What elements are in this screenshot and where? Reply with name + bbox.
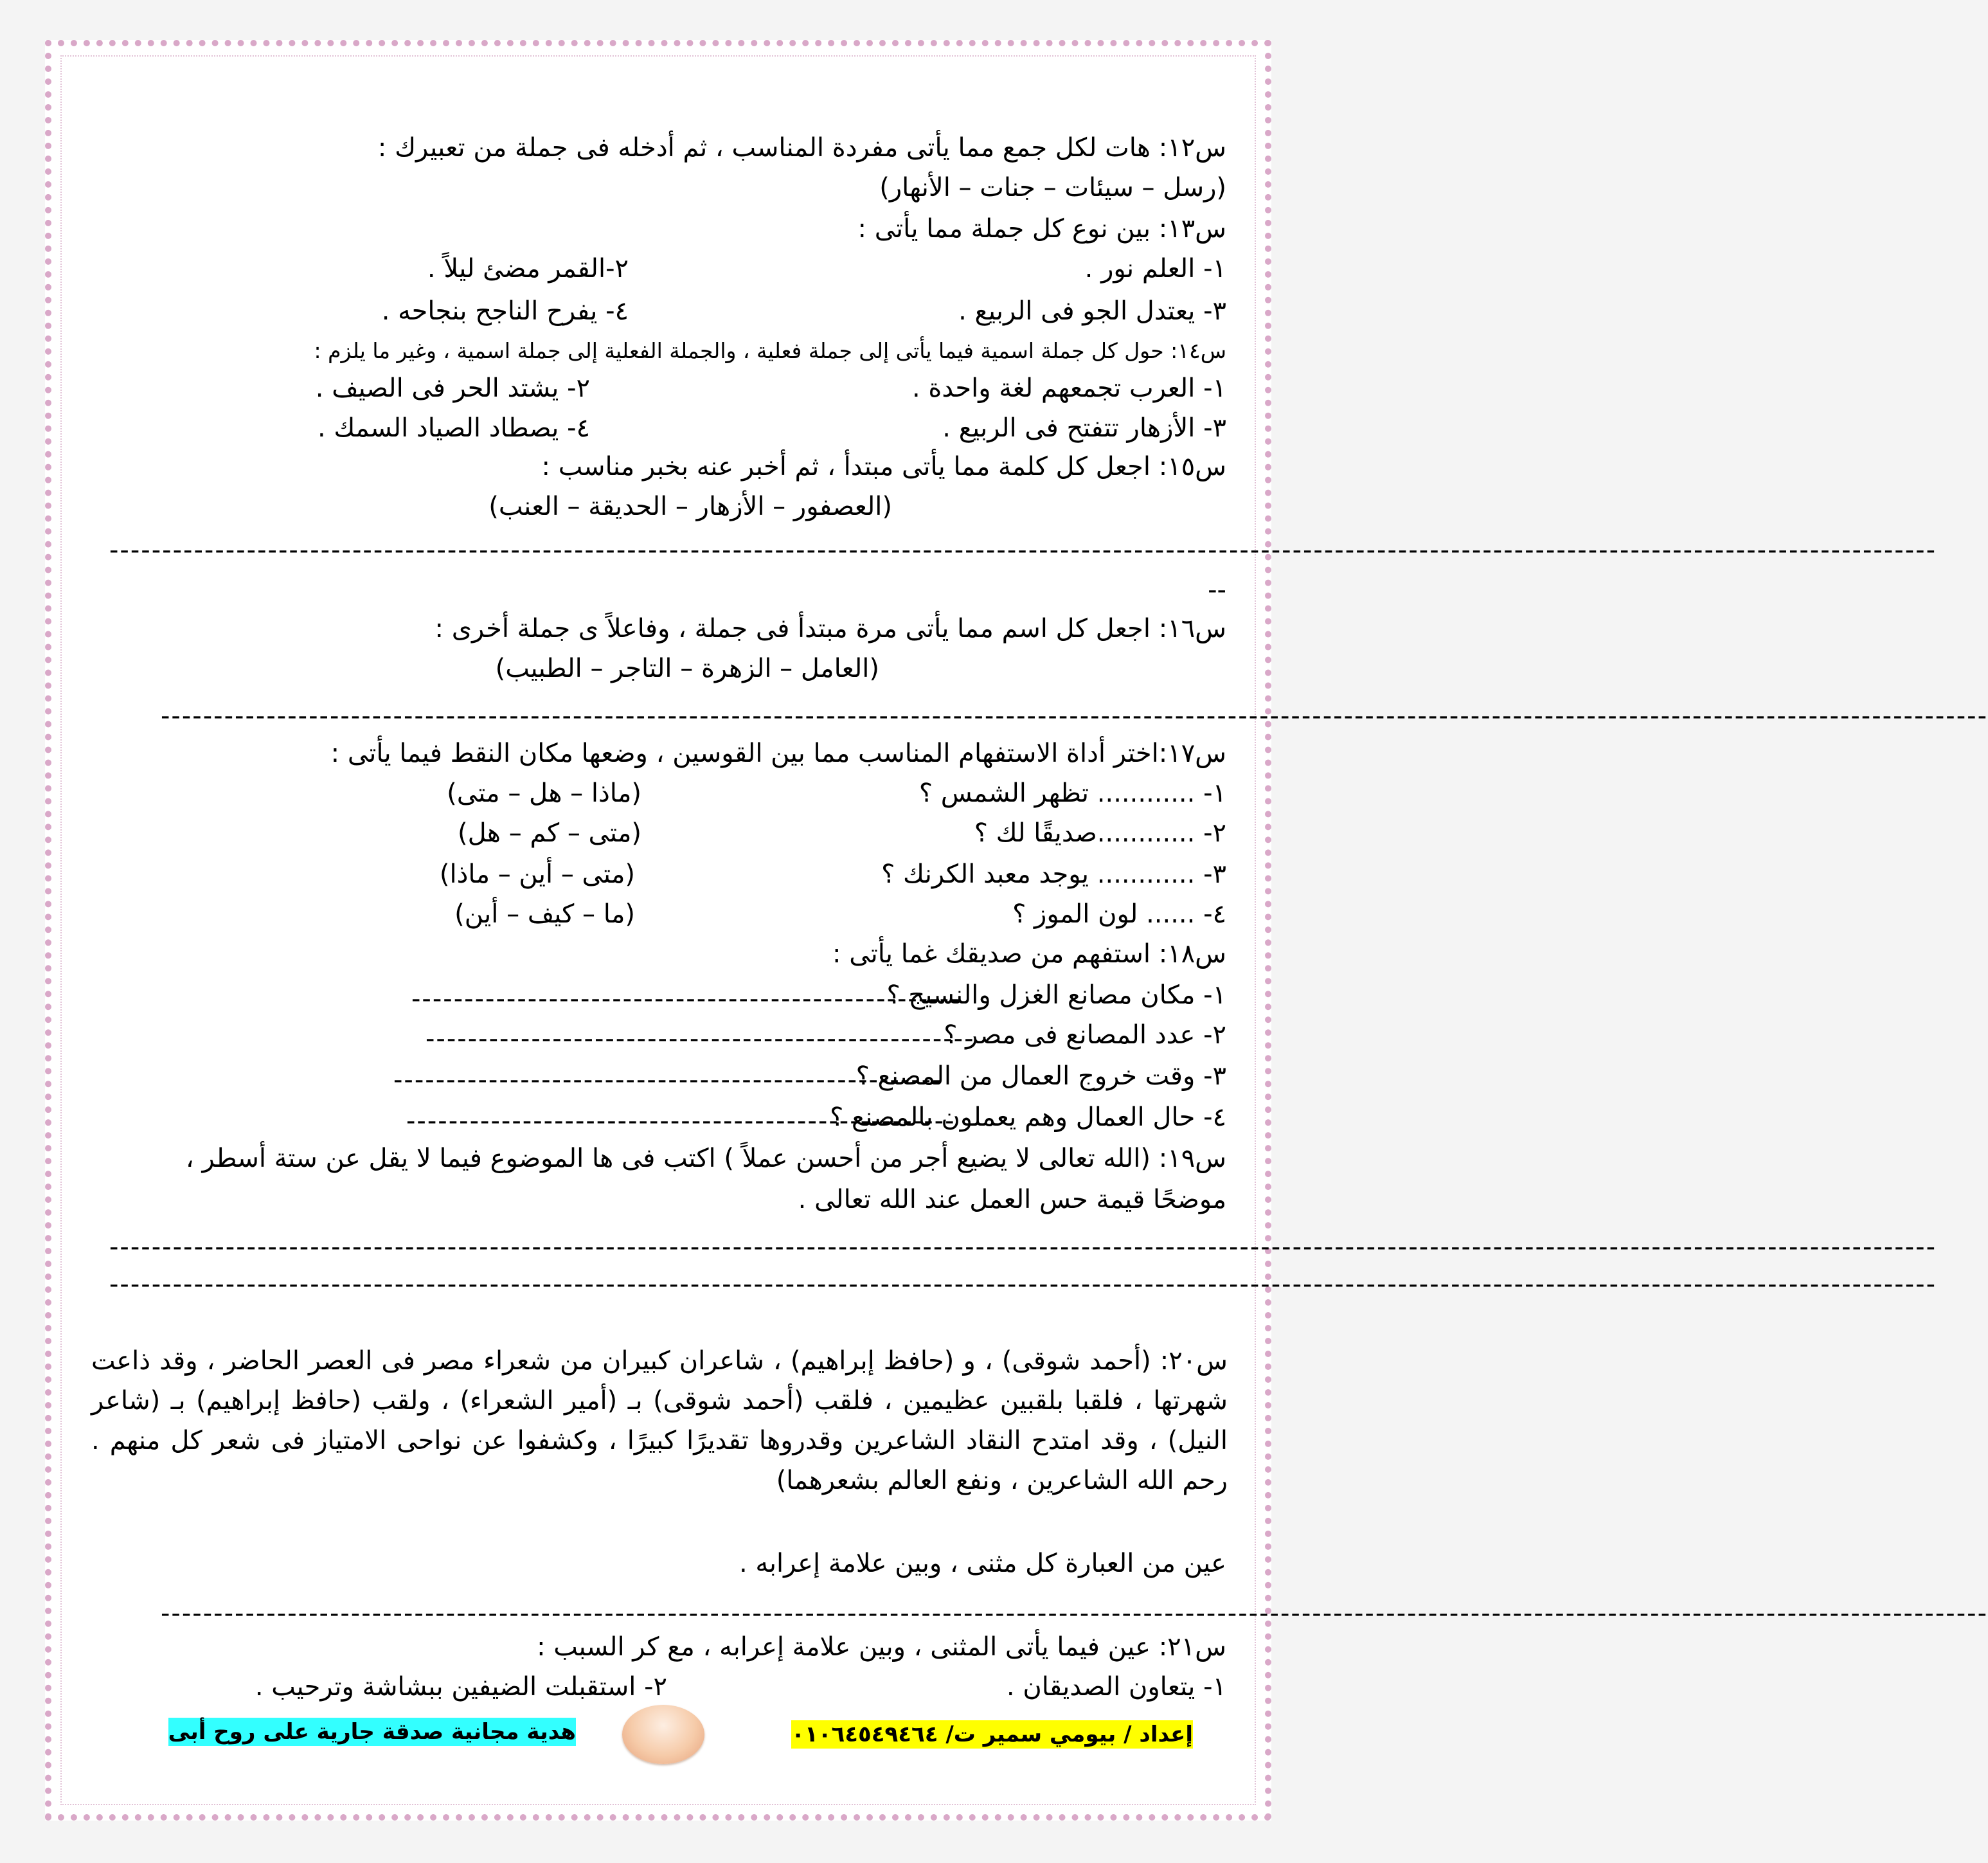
answer-line: ----------------------------------------------------	[425, 1024, 975, 1054]
answer-line: ----------------------------------------------------	[406, 1106, 956, 1136]
q18-item-2: ٢- عدد المصانع فى مصر ؟	[944, 1020, 1226, 1050]
answer-line: ----------------------------------------------------	[411, 984, 961, 1014]
q14-item-1: ١- العرب تجمعهم لغة واحدة .	[911, 374, 1226, 403]
author-credit: إعداد / بيومي سمير ت/ ٠١٠٦٤٥٤٩٤٦٤	[791, 1722, 1193, 1747]
q15-title: س١٥: اجعل كل كلمة مما يأتى مبتدأ ، ثم أخبر عنه بخبر مناسب :	[541, 452, 1226, 482]
q17-choices-2: (متى – كم – هل)	[458, 818, 641, 848]
q14-title: س١٤: حول كل جملة اسمية فيما يأتى إلى جملة فعلية ، والجملة الفعلية إلى جملة اسمية ، وغير ما يلزم :	[314, 338, 1226, 363]
q13-item-4: ٤- يفرح الناجح بنجاحه .	[381, 296, 629, 326]
q17-item-4: ٤- ...... لون الموز ؟	[1012, 899, 1226, 929]
answer-line: -----------------------------------------------------------------------------------------------------------------------------------------------------------------------------	[109, 1270, 1937, 1299]
q17-choices-4: (ما – كيف – أين)	[454, 899, 635, 929]
q13-item-2: ٢-القمر مضئ ليلاً .	[427, 254, 629, 284]
q18-item-4: ٤- حال العمال وهم يعملون بالمصنع ؟	[830, 1102, 1226, 1132]
q19-line-2: موضحًا قيمة حس العمل عند الله تعالى .	[798, 1185, 1226, 1214]
q17-item-2: ٢- ............صديقًا لك ؟	[974, 818, 1226, 848]
q12-words: (رسل – سيئات – جنات – الأنهار)	[879, 173, 1226, 203]
q16-words: (العامل – الزهرة – التاجر – الطبيب)	[495, 654, 879, 683]
q20-instruction: عين من العبارة كل مثنى ، وبين علامة إعرابه .	[739, 1549, 1226, 1578]
decorative-oval	[622, 1705, 704, 1764]
q17-choices-3: (متى – أين – ماذا)	[439, 860, 635, 889]
q17-title: س١٧:اختر أداة الاستفهام المناسب مما بين القوسين ، وضعها مكان النقط فيما يأتى :	[330, 739, 1226, 768]
q18-item-3: ٣- وقت خروج العمال من المصنع ؟	[855, 1061, 1226, 1091]
q21-title: س٢١: عين فيما يأتى المثنى ، وبين علامة إعرابه ، مع كر السبب :	[537, 1632, 1226, 1662]
q17-choices-1: (ماذا – هل – متى)	[447, 779, 641, 808]
q16-title: س١٦: اجعل كل اسم مما يأتى مرة مبتدأ فى جملة ، وفاعلاً ى جملة أخرى :	[434, 614, 1226, 644]
q18-item-1: ١- مكان مصانع الغزل والنسيج ؟	[886, 980, 1226, 1010]
q14-item-3: ٣- الأزهار تتفتح فى الربيع .	[942, 413, 1226, 443]
answer-line: ----------------------------------------------------	[393, 1065, 943, 1095]
q13-item-1: ١- العلم نور .	[1084, 254, 1226, 284]
q18-title: س١٨: استفهم من صديقك غما يأتى :	[832, 939, 1226, 969]
dedication-note: هدية مجانية صدقة جارية على روح أبى	[168, 1719, 576, 1745]
q20-paragraph: س٢٠: (أحمد شوقى) ، و (حافظ إبراهيم) ، شاعران كبيران من شعراء مصر فى العصر الحاضر ، وقد ذاعت شهرتها ، فلقبا بلقبين عظيمين ، فلقب (أحمد شوقى) بـ (أمير الشعراء) ، ولقب (حافظ إبراهيم) بـ (شاعر النيل) ، وقد امتدح النقاد الشاعرين وقدروها تقديرًا كبيرًا ، وكشفوا عن نواحى الامتياز فى شعر كل منهم . رحم الله الشاعرين ، ونفع العالم بشعرهما)	[91, 1346, 1228, 1495]
q12-title: س١٢: هات لكل جمع مما يأتى مفردة المناسب ، ثم أدخله فى جملة من تعبيرك :	[377, 133, 1226, 163]
answer-line: -----------------------------------------------------------------------------------------------------------------------------------------------------------------------------	[109, 536, 1937, 565]
q15-words: (العصفور – الأزهار – الحديقة – العنب)	[488, 492, 892, 521]
answer-line: -----------------------------------------------------------------------------------------------------------------------------------------------------------------------------	[109, 1232, 1937, 1262]
q14-item-2: ٢- يشتد الحر فى الصيف .	[315, 374, 590, 403]
q21-item-2: ٢- استقبلت الضيفين ببشاشة وترحيب .	[255, 1672, 667, 1702]
q13-title: س١٣: بين نوع كل جملة مما يأتى :	[857, 214, 1226, 244]
dash-tail: --	[1208, 575, 1226, 605]
answer-line: -----------------------------------------------------------------------------------------------------------------------------------------------------------------------------	[161, 701, 1988, 731]
q17-item-3: ٣- ............ يوجد معبد الكرنك ؟	[881, 860, 1226, 889]
q19-line-1: س١٩: (الله تعالى لا يضيع أجر من أحسن عملاً ) اكتب فى ها الموضوع فيما لا يقل عن ستة أسطر ،	[185, 1144, 1226, 1173]
q13-item-3: ٣- يعتدل الجو فى الربيع .	[958, 296, 1226, 326]
answer-line: -----------------------------------------------------------------------------------------------------------------------------------------------------------------------------	[161, 1599, 1988, 1628]
q17-item-1: ١- ............ تظهر الشمس ؟	[918, 779, 1226, 808]
q21-item-1: ١- يتعاون الصديقان .	[1006, 1672, 1226, 1702]
q14-item-4: ٤- يصطاد الصياد السمك .	[317, 413, 590, 443]
